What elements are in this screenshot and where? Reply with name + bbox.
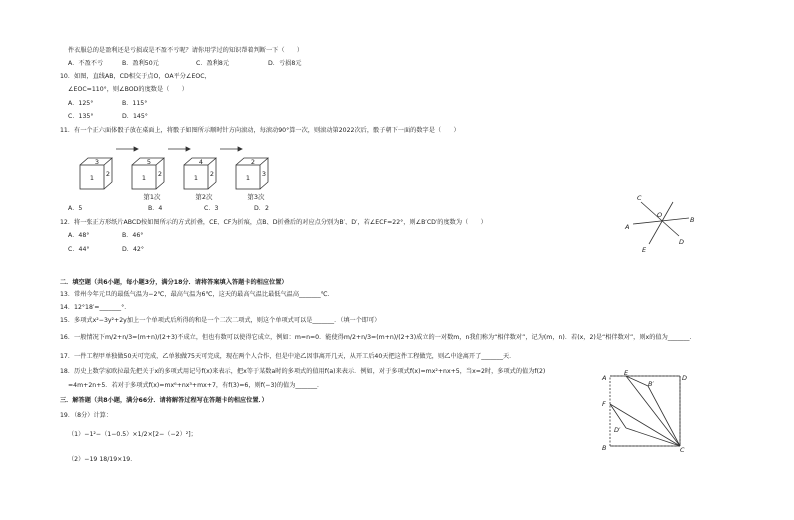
cube1-side: 2: [105, 170, 111, 178]
q12-option-c: C．44°: [68, 246, 90, 253]
dice-caption-2: 第2次: [195, 193, 213, 201]
q18-text-1: 18．历史上数学家欧拉最先把关于x的多项式用记号f(x)来表示，把x等于某数a时的多项式的值用f(a)来表示．例如，对于多项式f(x)=mx²+nx+5，当x=2时，多项式的值为f(2): [60, 368, 546, 375]
q16-text: 16．一般情况下m/2+n/3=(m+n)/(2+3)不成立，但也有数可以使得它成立，例如：m=n=0．能使得m/2+n/3=(m+n)/(2+3)成立的一对数m，n我们称为“相伴数对”，记为(m，n)．若(x，2)是“相伴数对”，则x的值为_______．: [60, 334, 696, 341]
q10-option-c: C．135°: [68, 113, 94, 120]
q19-part-1: （1）−1²−（1−0.5）×1/2×[2−（−2）²]；: [68, 431, 197, 438]
q10-stem: 10．如图，直线AB，CD相交于点O，OA平分∠EOC，: [60, 73, 211, 80]
q12-label-d-prime: D′: [614, 426, 621, 434]
q10-option-d: D．145°: [122, 113, 148, 120]
cube1-front: 1: [89, 174, 95, 182]
cube2-front: 1: [141, 174, 147, 182]
q10-label-b: B: [690, 216, 695, 224]
cube4-top: 2: [250, 158, 256, 166]
cube3-top: 4: [198, 158, 204, 166]
q15-text: 15．多项式x²−3y²+2y加上一个单项式后所得的和是一个二次二项式，则这个单项式可以是_______．（填一个即可）: [60, 317, 381, 324]
q18-text-2: =4m+2n+5．若对于多项式f(x)=mx⁶+nx³+mx+7，有f(3)=6，则f(−3)的值为_______．: [68, 382, 324, 389]
section-2-title: 二．填空题（共6小题，每小题3分，满分18分．请将答案填入答题卡的相应位置）: [60, 279, 288, 286]
q10-label-e: E: [642, 246, 647, 254]
dice-figure: [70, 140, 310, 204]
q12-label-d: D: [682, 374, 688, 382]
q12-label-b-prime: B′: [648, 380, 654, 388]
q17-text: 17．一件工程甲单独做50天可完成，乙单独做75天可完成，现在两个人合作，但是中途乙因事离开几天，从开工后40天把这件工程做完，则乙中途离开了_______天．: [60, 353, 516, 360]
q12-label-b: B: [602, 444, 607, 452]
section-3-title: 三．解答题（共8小题，满分66分．请将解答过程写在答题卡的相应位置．）: [60, 397, 268, 404]
q14-text: 14．12°18′=_______°．: [60, 304, 131, 311]
q12-label-e: E: [624, 369, 629, 377]
q9-option-c: C．盈利8元: [196, 60, 230, 67]
cube3-front: 1: [193, 174, 199, 182]
cube4-front: 1: [245, 174, 251, 182]
q12-option-d: D．42°: [122, 246, 144, 253]
q11-stem: 11．有一个正六面体骰子放在桌面上，将骰子如图所示顺时针方向滚动，每滚动90°算一次，则滚动第2022次后，骰子朝下一面的数字是（ ）: [60, 127, 460, 134]
cube2-top: 5: [146, 158, 152, 166]
dice-caption-3: 第3次: [247, 193, 265, 201]
q10-label-c: C: [637, 194, 642, 202]
cube2-side: 2: [157, 170, 163, 178]
q10-stem-2: ∠EOC=110°，则∠BOD的度数是（ ）: [68, 86, 188, 93]
q11-option-a: A．5: [68, 205, 83, 212]
cube3-side: 2: [209, 170, 215, 178]
dice-caption-1: 第1次: [143, 193, 161, 201]
q11-option-d: D．2: [254, 205, 269, 212]
q9-tail: 件衣服总的是盈利还是亏损或是不盈不亏呢？请你用学过的知识帮着判断一下（ ）: [68, 47, 304, 54]
q9-option-d: D．亏损8元: [268, 60, 302, 67]
q12-option-b: B．46°: [122, 232, 144, 239]
q10-option-b: B．115°: [122, 100, 148, 107]
q11-option-c: C．3: [204, 205, 219, 212]
q12-label-a: A: [602, 374, 607, 382]
q10-label-a: A: [625, 223, 630, 231]
q10-option-a: A．125°: [68, 100, 94, 107]
q12-label-f: F: [602, 400, 606, 408]
q12-label-c: C: [680, 446, 685, 454]
cube1-top: 3: [94, 158, 100, 166]
q10-label-d: D: [679, 238, 685, 246]
q9-option-a: A．不盈不亏: [68, 60, 104, 67]
q12-figure: [598, 368, 690, 454]
q19-text: 19．（8分）计算：: [60, 412, 113, 419]
q10-label-o: O: [657, 211, 663, 219]
q9-option-b: B．盈利50元: [122, 60, 159, 67]
cube4-side: 3: [261, 170, 267, 178]
q12-stem: 12．将一张正方形纸片ABCD按如图所示的方式折叠，CE、CF为折痕，点B、D折叠后的对应点分别为B′、D′，若∠ECF=22°，则∠B′CD′的度数为（ ）: [60, 219, 487, 226]
q11-option-b: B．4: [148, 205, 163, 212]
q10-figure: [615, 190, 705, 258]
q13-text: 13．常州今年元旦的最低气温为−2℃，最高气温为6℃，这天的最高气温比最低气温高_______℃．: [60, 291, 334, 298]
q12-option-a: A．48°: [68, 232, 90, 239]
q19-part-2: （2）−19 18/19×19．: [68, 456, 137, 463]
